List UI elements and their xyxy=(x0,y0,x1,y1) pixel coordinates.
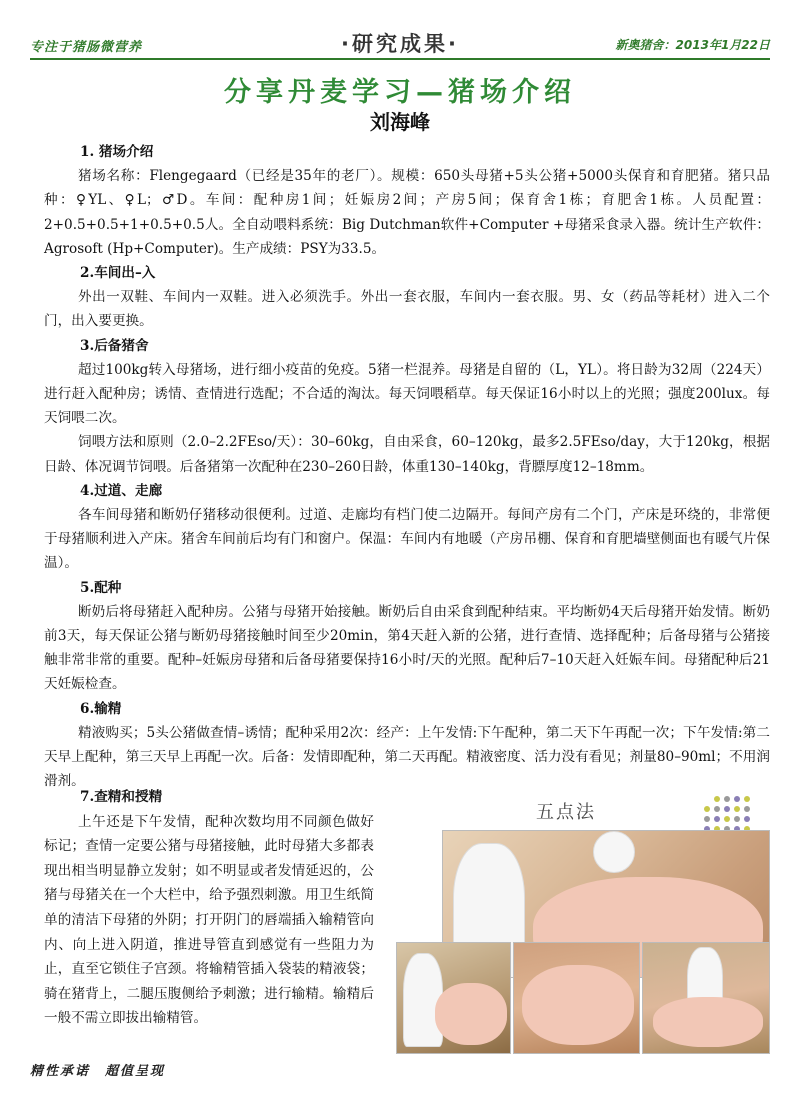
decorative-dot xyxy=(714,796,720,802)
article-author: 刘海峰 xyxy=(370,110,430,134)
section-paragraph: 猪场名称：Flengegaard（已经是35年的老厂）。规模：650头母猪+5头公猪+5000头保育和育肥猪。猪只品种：♀YL、♀L；♂D。车间：配种房1间；妊娠房2间；产房5间；保育舍1栋；育肥舍1栋。人员配置：2+0.5+0.5+1+0.5+0.5人。全自动喂料系统：Big Dutchman软件+Computer +母猪采食录入器。统计生产软件：Agrosoft (Hp+Computer)。生产成绩：PSY为33.5。 xyxy=(44,168,770,257)
photo-middle xyxy=(513,942,640,1054)
decorative-dot xyxy=(744,796,750,802)
section-paragraph: 外出一双鞋、车间内一双鞋。进入必须洗手。外出一套衣服，车间内一套衣服。男、女（药品等耗材）进入二个门，出入要更换。 xyxy=(44,289,770,330)
header-divider xyxy=(30,58,770,60)
section-paragraph: 各车间母猪和断奶仔猪移动很便利。过道、走廊均有档门使二边隔开。每间产房有二个门，产床是环绕的，非常便于母猪顺利进入产床。猪舍车间前后均有门和窗户。保温：车间内有地暖（产房吊棚、保育和育肥墙壁侧面也有暖气片保温）。 xyxy=(44,507,770,572)
section-paragraph: 精液购买；5头公猪做查情–诱情；配种采用2次：经产：上午发情:下午配种，第二天下午再配一次；下午发情:第二天早上配种，第三天早上再配一次。后备：发情即配种，第二天再配。精液密度、活力没有看见；剂量80–90ml；不用润滑剂。 xyxy=(44,724,770,790)
decorative-dot xyxy=(734,796,740,802)
section-paragraph: 超过100kg转入母猪场，进行细小疫苗的免疫。5猪一栏混养。母猪是自留的（L，YL）。将日龄为32周（224天）进行赶入配种房；诱情、查情进行选配；不合适的淘汰。每天饲喂稻草。每天保证16小时以上的光照；强度200lux。每天饲喂二次。 xyxy=(44,361,770,427)
insemination-photo-figure xyxy=(396,792,768,1048)
pig-figure xyxy=(653,997,763,1047)
decorative-dot xyxy=(714,806,720,812)
photo-right xyxy=(642,942,770,1054)
section-7 xyxy=(44,785,374,1031)
section-paragraph: 饲喂方法和原则（2.0–2.2FEso/天）：30–60kg，自由采食，60–120kg，最多2.5FEso/day，大于120kg，根据日龄、体况调节饲喂。后备猪第一次配种在230–260日龄，体重130–140kg，背膘厚度12–18mm。 xyxy=(44,434,770,475)
section-heading: 3.后备猪舍 xyxy=(80,337,149,354)
decorative-dot xyxy=(744,816,750,822)
page-header xyxy=(0,0,800,62)
decorative-dot xyxy=(744,806,750,812)
section-heading: 2.车间出–入 xyxy=(80,265,156,282)
decorative-dot xyxy=(734,816,740,822)
section-heading: 5.配种 xyxy=(80,579,122,596)
worker-head xyxy=(593,831,635,873)
decorative-dot xyxy=(724,816,730,822)
section-heading: 6.输精 xyxy=(80,700,122,717)
figure-label: 五点法 xyxy=(536,802,596,823)
article-body xyxy=(44,140,770,793)
section-heading: 7.查精和授精 xyxy=(80,789,163,805)
decorative-dot xyxy=(734,806,740,812)
header-date: 新奥猪舍：2013年1月22日 xyxy=(615,38,770,52)
page-footer: 精性承诺 超值呈现 xyxy=(30,1064,166,1079)
section-paragraph: 断奶后将母猪赶入配种房。公猪与母猪开始接触。断奶后自由采食到配种结束。平均断奶4天后母猪开始发情。断奶前3天，每天保证公猪与断奶母猪接触时间至少20min，第4天赶入新的公猪，进行查情、选择配种；后备母猪与公猪接触非常非常的重要。配种–妊娠房母猪和后备母猪要保持16小时/天的光照。配种后7–10天赶入妊娠车间。母猪配种后21天妊娠检查。 xyxy=(44,603,770,693)
decorative-dot xyxy=(714,816,720,822)
decorative-dot xyxy=(724,806,730,812)
section-paragraph: 上午还是下午发情，配种次数均用不同颜色做好标记；查情一定要公猪与母猪接触，此时母猪大多都表现出相当明显静立发射；如不明显或者发情延迟的，公猪与母猪关在一个大栏中，给予强烈刺激。用卫生纸简单的清洁下母猪的外阴；打开阴门的唇端插入输精管向内、向上进入阴道，推进导管直到感觉有一些阻力为止，直至它锁住子宫颈。将输精管插入袋装的精液袋；骑在猪背上，二腿压腹侧给予刺激；进行输精。输精后一般不需立即拔出输精管。 xyxy=(44,813,374,1027)
header-slogan: 专注于猪肠微营养 xyxy=(30,40,143,55)
pig-figure xyxy=(522,965,634,1045)
header-section-title: ·研究成果· xyxy=(341,32,459,56)
section-heading: 1. 猪场介绍 xyxy=(80,144,154,160)
article-title: 分享丹麦学习—猪场介绍 xyxy=(224,77,576,108)
section-heading: 4.过道、走廊 xyxy=(80,482,163,499)
decorative-dot xyxy=(724,796,730,802)
decorative-dot xyxy=(704,806,710,812)
photo-left xyxy=(396,942,511,1054)
pig-figure xyxy=(435,983,507,1045)
decorative-dot xyxy=(704,816,710,822)
